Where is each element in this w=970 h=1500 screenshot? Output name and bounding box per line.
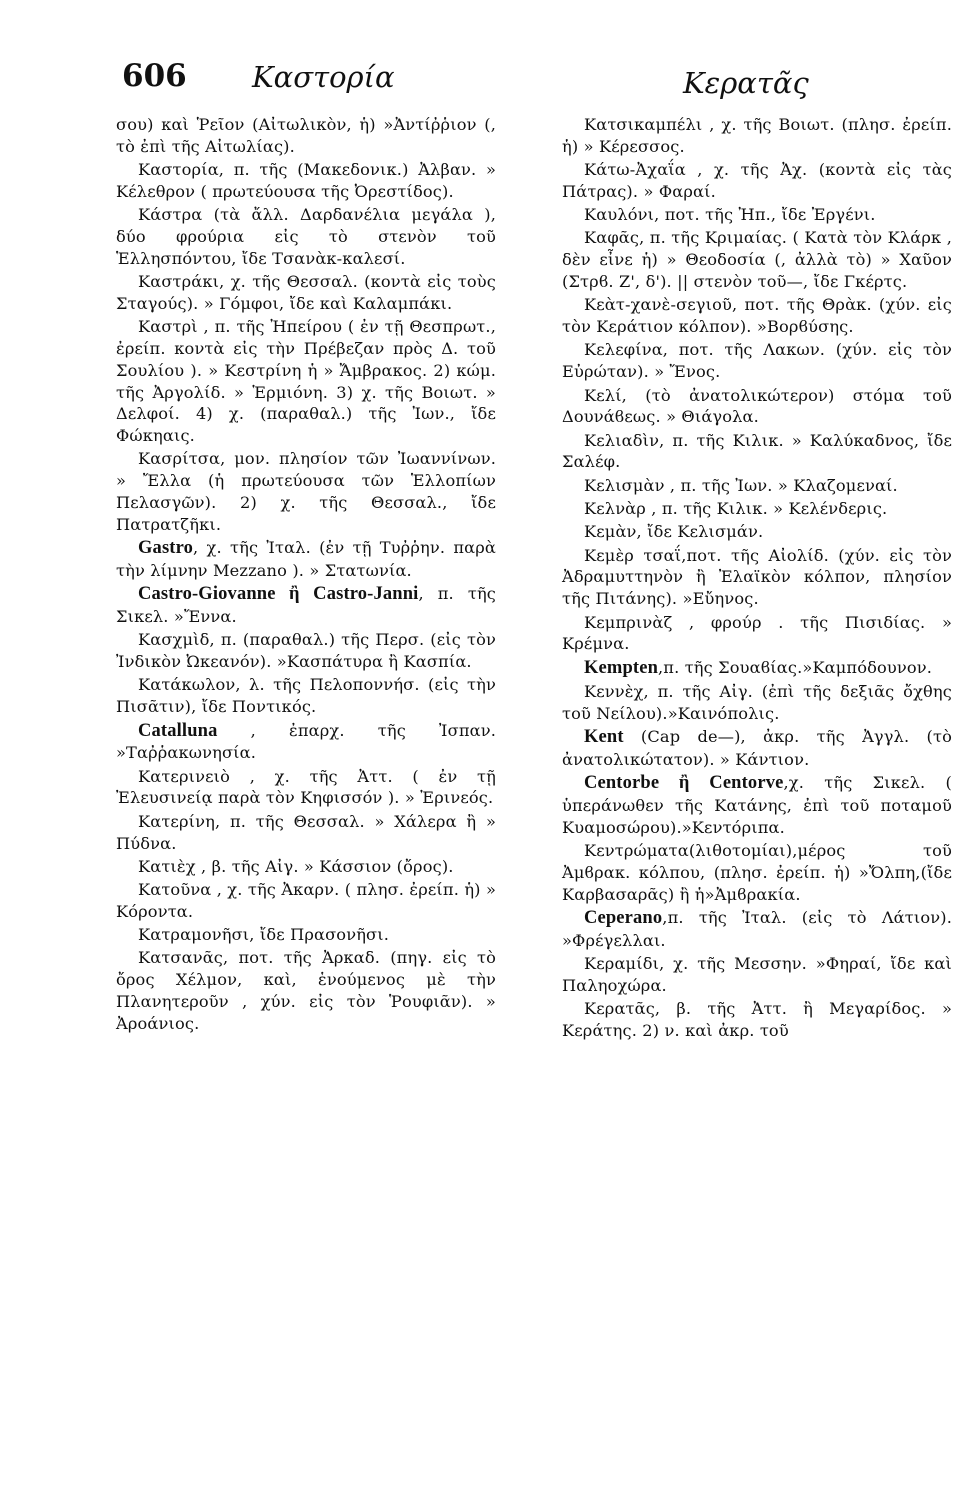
right-column — [562, 114, 952, 1043]
page-header — [0, 58, 970, 108]
entry-text: Κελισμὰν , π. τῆς Ἰων. » Κλαζομεναί. — [584, 475, 898, 495]
dictionary-entry — [562, 612, 952, 656]
entry-text: Κερατᾶς, β. τῆς Ἀττ. ἢ Μεγαρίδος. » Κεράτης. 2) ν. καὶ ἀκρ. τοῦ — [562, 999, 952, 1040]
left-column — [116, 114, 496, 1036]
entry-text: Κελιαδὶν, π. τῆς Κιλικ. » Καλύκαδνος, ἴδε Σαλέφ. — [562, 430, 952, 472]
entry-latin-headword: Catalluna — [138, 720, 218, 741]
dictionary-entry — [116, 720, 496, 765]
entry-text: Κελεφίνα, ποτ. τῆς Λακων. (χύν. εἰς τὸν Εὐρώταν). » Ἔνος. — [562, 340, 952, 382]
dictionary-entry — [562, 430, 952, 474]
entry-latin-headword: Gastro — [138, 538, 194, 559]
header-left-word: Καστορία — [252, 60, 395, 94]
entry-text: Κασχμὶδ, π. (παραθαλ.) τῆς Περσ. (εἰς τὸν Ἰνδικὸν Ὠκεανόν). »Κασπάτυρα ἢ Κασπία. — [116, 630, 496, 672]
entry-latin-headword: Ceperano — [584, 907, 663, 928]
entry-text: Κασρίτσα, μον. πλησίον τῶν Ἰωαννίνων. » Ἔλλα (ἡ πρωτεύουσα τῶν Ἑλλοπίων Πελασγῶν). 2) χ. τῆς Θεσσαλ., ἴδε Πατρατζῆκι. — [116, 449, 496, 534]
dictionary-entry — [562, 907, 952, 952]
entry-text: Καυλόνι, ποτ. τῆς Ἠπ., ἴδε Ἐργένι. — [584, 205, 876, 225]
dictionary-entry — [562, 998, 952, 1042]
dictionary-entry — [116, 629, 496, 673]
dictionary-entry — [116, 316, 496, 447]
entry-text: Καστράκι, χ. τῆς Θεσσαλ. (κοντὰ εἰς τοὺς Σταγούς). » Γόμφοι, ἴδε καὶ Καλαμπάκι. — [116, 272, 496, 313]
entry-latin-headword: Kent — [584, 727, 624, 748]
entry-text: Κελνὰρ , π. τῆς Κιλικ. » Κελένδερις. — [584, 499, 888, 519]
entry-text: Κατσικαμπέλι , χ. τῆς Βοιωτ. (πλησ. ἐρείπ. ἡ) » Κέρεσσος. — [562, 115, 952, 156]
dictionary-entry — [116, 766, 496, 810]
entry-text: Κατερίνη, π. τῆς Θεσσαλ. » Χάλερα ἢ » Πύδνα. — [116, 811, 496, 853]
entry-text: Κεραμίδι, χ. τῆς Μεσσην. »Φηραί, ἴδε καὶ Παληοχώρα. — [562, 953, 952, 995]
entry-text: (Cap de—), ἀκρ. τῆς Ἀγγλ. (τὸ ἀνατολικώτατον). » Κάντιον. — [562, 727, 952, 769]
dictionary-entry — [562, 294, 952, 338]
entry-latin-headword: Centorbe ἢ Centorve — [584, 773, 784, 794]
dictionary-entry — [562, 681, 952, 725]
dictionary-entry — [116, 924, 496, 946]
dictionary-entry — [562, 545, 952, 610]
entry-text: Καστρὶ , π. τῆς Ἠπείρου ( ἐν τῇ Θεσπρωτ., ἐρείπ. κοντὰ εἰς τὴν Πρέβεζαν πρὸς Δ. τοῦ Σουλίου ). » Κεστρίνη ἡ » Ἄμβρακος. 2) κώμ. τῆς Ἀργολίδ. » Ἑρμιόνη. 3) χ. τῆς Βοιωτ. » Δελφοί. 4) χ. (παραθαλ.) τῆς Ἰων., ἴδε Φώκηαις. — [116, 317, 496, 446]
entry-text: Κάτω-Ἀχαΐα , χ. τῆς Ἀχ. (κοντὰ εἰς τὰς Πάτρας). » Φαραί. — [562, 160, 952, 201]
dictionary-entry — [116, 204, 496, 269]
dictionary-entry — [562, 772, 952, 838]
entry-text: , χ. τῆς Ἰταλ. (ἐν τῇ Τυῤῥην. παρὰ τὴν λίμνην Mezzano ). » Στατωνία. — [116, 538, 496, 580]
dictionary-entry — [116, 947, 496, 1034]
entry-text: Κελί, (τὸ ἀνατολικώτερον) στόμα τοῦ Δουνάϐεως. » Θιάγολα. — [562, 385, 952, 427]
dictionary-entry — [562, 726, 952, 771]
page-number: 606 — [122, 58, 187, 94]
entry-text: Κατοῦνα , χ. τῆς Ἀκαρν. ( πλησ. ἐρείπ. ἡ) » Κόροντα. — [116, 880, 496, 921]
dictionary-entry — [562, 339, 952, 383]
entry-text: , π. τῆς Σικελ. »Ἔννα. — [116, 584, 497, 627]
entry-text: ,π. τῆς Ἰταλ. (εἰς τὸ Λάτιον). »Φρέγελλαι. — [562, 907, 952, 950]
dictionary-entry — [116, 537, 496, 582]
entry-text: Κατιὲχ , β. τῆς Αἰγ. » Κάσσιον (ὄρος). — [138, 856, 454, 876]
entry-text: Κατραμονῆσι, ἴδε Πρασονῆσι. — [138, 925, 390, 945]
dictionary-entry — [116, 448, 496, 535]
entry-text: Κεμὲρ τσαΐ,ποτ. τῆς Αἰολίδ. (χύν. εἰς τὸν Ἀδραμυττηνὸν ἢ Ἐλαϊκὸν κόλπον, πλησίον τῆς Πιτάνης). »Εὔηνος. — [562, 545, 952, 609]
entry-text: ,χ. τῆς Σικελ. ( ὑπεράνωθεν τῆς Κατάνης, ἐπὶ τοῦ ποταμοῦ Κυαμοσώρου).»Κεντόριπα. — [562, 773, 953, 837]
header-right-word: Κερατᾶς — [683, 66, 809, 100]
dictionary-entry — [562, 159, 952, 203]
entry-text: , ἐπαρχ. τῆς Ἰσπαν. »Ταῤῥακωνησία. — [116, 720, 496, 763]
dictionary-entry — [116, 583, 496, 628]
entry-text: Κεμπρινὰζ , φρούρ . τῆς Πισιδίας. » Κρέμνα. — [562, 612, 952, 654]
dictionary-entry — [562, 204, 952, 226]
entry-text: Κεντρώματα(λιθοτομίαι),μέρος τοῦ Ἀμϐρακ. κόλπου, (πλησ. ἐρείπ. ἡ) »Ὄλπη,(ἴδε Καρβασαρᾶς) ἢ ἡ»Ἀμϐρακία. — [562, 841, 952, 904]
entry-text: Κατερινειὸ , χ. τῆς Ἀττ. ( ἐν τῇ Ἐλευσινείᾳ παρὰ τὸν Κηφισσόν ). » Ἐρινεός. — [116, 766, 496, 808]
dictionary-entry — [116, 674, 496, 718]
entry-text: ,π. τῆς Σουαϐίας.»Καμπόδουνον. — [658, 657, 933, 677]
entry-latin-headword: Kempten — [584, 657, 659, 678]
dictionary-entry — [562, 657, 952, 680]
dictionary-entry — [116, 856, 496, 878]
dictionary-entry — [562, 227, 952, 292]
entry-text: Κεννὲχ, π. τῆς Αἰγ. (ἐπὶ τῆς δεξιᾶς ὄχθης τοῦ Νείλου).»Καινόπολις. — [562, 681, 952, 723]
entry-latin-headword: Castro-Giovanne ἢ Castro-Janni — [138, 584, 419, 605]
dictionary-entry — [116, 159, 496, 203]
entry-text: Καφᾶς, π. τῆς Κριμαίας. ( Κατὰ τὸν Κλάρκ , δὲν εἶνε ἡ) » Θεοδοσία (, ἀλλὰ τὸ) » Χαῦον (Στρϐ. Ζ', δ'). || στενὸν τοῦ—, ἴδε Γκέρτς. — [562, 228, 952, 292]
dictionary-entry — [116, 811, 496, 855]
dictionary-entry — [562, 840, 952, 905]
dictionary-entry — [116, 879, 496, 923]
dictionary-entry — [562, 475, 952, 497]
entry-text: Κατσανᾶς, ποτ. τῆς Ἀρκαδ. (πηγ. εἰς τὸ ὄρος Χέλμον, καὶ, ἑνούμενος μὲ τὴν Πλανητεροῦν , χύν. εἰς τὸν Ῥουφιᾶν). » Ἀροάνιος. — [116, 948, 496, 1033]
dictionary-entry — [562, 114, 952, 158]
dictionary-entry — [562, 953, 952, 997]
dictionary-entry — [116, 271, 496, 315]
entry-text: Καστορία, π. τῆς (Μακεδονικ.) Ἀλβαν. » Κέλεθρον ( πρωτεύουσα τῆς Ὀρεστίδος). — [116, 160, 496, 201]
entry-text: Κεμὰν, ἴδε Κελισμάν. — [584, 522, 764, 542]
dictionary-entry — [562, 521, 952, 543]
dictionary-entry — [562, 498, 952, 520]
entry-text: σου) καὶ Ῥεῖον (Αἰτωλικὸν, ἡ) »Ἀντίῤῥιον (, τὸ ἐπὶ τῆς Αἰτωλίας). — [116, 115, 496, 156]
entry-text: Κάστρα (τὰ ἄλλ. Δαρδανέλια μεγάλα ), δύο φρούρια εἰς τὸ στενὸν τοῦ Ἑλλησπόντου, ἴδε Τσανὰκ-καλεσί. — [116, 205, 496, 268]
entry-text: Κατάκωλον, λ. τῆς Πελοποννήσ. (εἰς τὴν Πισᾶτιν), ἴδε Ποντικός. — [116, 675, 496, 717]
entry-text: Κεὰτ-χανὲ-σεγιοῦ, ποτ. τῆς Θρὰκ. (χύν. εἰς τὸν Κεράτιον κόλπον). »Βορϐύσης. — [562, 295, 952, 337]
dictionary-entry — [562, 385, 952, 429]
dictionary-entry — [116, 114, 496, 158]
